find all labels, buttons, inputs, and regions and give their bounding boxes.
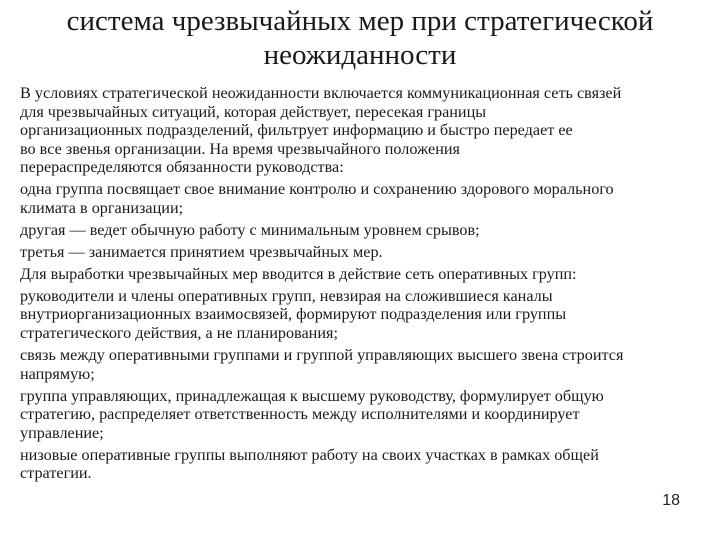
paragraph-line: другая — ведет обычную работу с минимальным уровнем срывов; bbox=[20, 220, 480, 239]
paragraph-line: управление; bbox=[20, 423, 104, 442]
paragraph-line: напрямую; bbox=[20, 364, 95, 383]
body-paragraph bbox=[20, 221, 702, 240]
paragraph-line: климата в организации; bbox=[20, 198, 184, 217]
paragraph-line: стратегического действия, а не планирования; bbox=[20, 324, 338, 343]
body-paragraph bbox=[20, 446, 702, 483]
slide-title-line: неожиданности bbox=[263, 39, 457, 71]
body-paragraph bbox=[20, 265, 702, 284]
paragraph-line: перераспределяются обязанности руководства: bbox=[20, 158, 344, 177]
paragraph-line: низовые оперативные группы выполняют работу на своих участках в рамках общей bbox=[20, 445, 599, 464]
body-paragraph bbox=[20, 84, 702, 177]
paragraph-line: группа управляющих, принадлежащая к высшему руководству, формулирует общую bbox=[20, 386, 604, 405]
page-number: 18 bbox=[662, 492, 680, 509]
paragraph-line: связь между оперативными группами и группой управляющих высшего звена строится bbox=[20, 346, 624, 365]
body-paragraph bbox=[20, 180, 702, 217]
slide-title-line: система чрезвычайных мер при стратегической bbox=[66, 5, 654, 37]
paragraph-line: Для выработки чрезвычайных мер вводится в действие сеть оперативных групп: bbox=[20, 264, 577, 283]
paragraph-line: третья — занимается принятием чрезвычайных мер. bbox=[20, 242, 383, 261]
body-paragraph bbox=[20, 287, 702, 343]
slide-body bbox=[20, 84, 702, 486]
body-paragraph bbox=[20, 346, 702, 383]
paragraph-line: одна группа посвящает свое внимание контролю и сохранению здорового морального bbox=[20, 180, 614, 199]
paragraph-line: организационных подразделений, фильтрует информацию и быстро передает ее bbox=[20, 121, 573, 140]
paragraph-line: внутриорганизационных взаимосвязей, формируют подразделения или группы bbox=[20, 305, 567, 324]
paragraph-line: для чрезвычайных ситуаций, которая действует, пересекая границы bbox=[20, 102, 487, 121]
paragraph-line: стратегию, распределяет ответственность между исполнителями и координирует bbox=[20, 405, 580, 424]
paragraph-line: В условиях стратегической неожиданности включается коммуникационная сеть связей bbox=[20, 84, 622, 102]
paragraph-line: во все звенья организации. На время чрезвычайного положения bbox=[20, 139, 460, 158]
body-paragraph bbox=[20, 243, 702, 262]
slide-title bbox=[60, 4, 660, 72]
paragraph-line: стратегии. bbox=[20, 464, 92, 483]
paragraph-line: руководители и члены оперативных групп, невзирая на сложившиеся каналы bbox=[20, 286, 553, 305]
body-paragraph bbox=[20, 387, 702, 443]
